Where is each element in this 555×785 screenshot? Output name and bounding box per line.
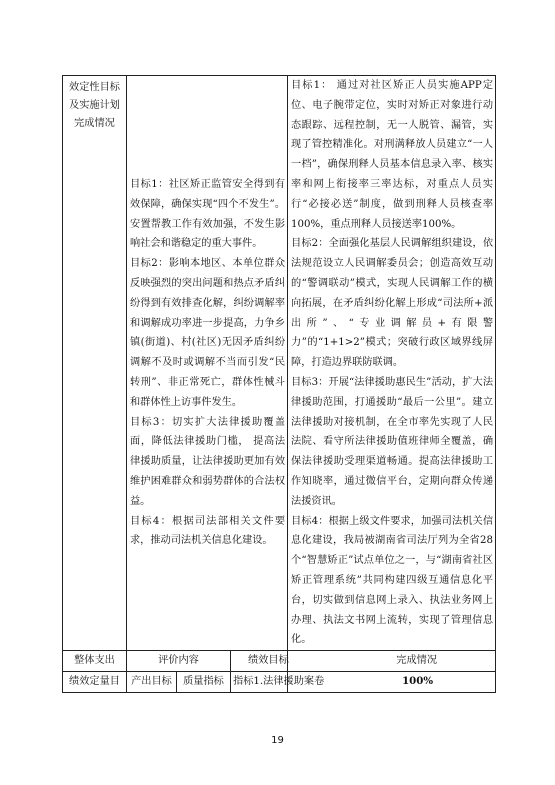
completion-1: 目标1： 通过对社区矫正人员实施APP定位、电子腕带定位，实时对矫正对象进行动态跟踪、远程控制，无一人脱管、漏管，实现了管控精准化。对刑满释放人员建立“一人一档”，确保刑释人员基本信息录入率、核实率和网上衔接率三率达标，对重点人员实行“必接必送”制度，做到刑释人员核查率100%，重点刑释人员接送率100%。: [291, 80, 494, 230]
qualitative-goals-row: [63, 76, 496, 651]
last-col2a: 产出目标: [127, 671, 177, 692]
row-label-line-2: 及实施计划: [69, 100, 120, 111]
last-col3: 指标1.法律援助案卷: [233, 675, 325, 687]
targets-cell: [127, 76, 288, 651]
last-col4: [233, 671, 496, 692]
header-row: [63, 651, 496, 672]
row-label-cell: [63, 76, 127, 651]
completion-3: 目标3：开展“法律援助惠民生”活动，扩大法律援助范围，打通援助“最后一公里”。建立法律援助对接机制，在全市率先实现了人民法院、看守所法律援助值班律师全覆盖，确保法律援助受理渠道畅通。提高法律援助工作知晓率，通过微信平台，定期向群众传递法援资讯。: [291, 376, 494, 507]
performance-table: [62, 75, 496, 693]
target-1: 目标1：社区矫正监管安全得到有效保障，确保实现“四个不发生”。安置帮教工作有效加强，不发生影响社会和谐稳定的重大事件。: [130, 178, 286, 250]
completion-2: 目标2：全面强化基层人民调解组织建设，依法规范设立人民调解委员会；创造高效互动的“警调联动”模式，实现人民调解工作的横向拓展，在矛盾纠纷化解上形成“司法所+派出所”、“专业调解员+有限警力”的“1+1>2”模式；突破行政区域界线屏障，打造边界联防联调。: [291, 238, 494, 369]
page-number: 19: [271, 735, 284, 746]
last-col4-value: 100%: [402, 674, 434, 687]
header-col2: 评价内容: [127, 651, 231, 672]
header-col3: 绩效目标: [248, 655, 289, 667]
row-label-line-3: 完成情况: [74, 118, 115, 129]
target-4: 目标4：根据司法部相关文件要求，推动司法机关信息化建设。: [130, 515, 286, 547]
last-col2b: 质量指标: [177, 671, 231, 692]
header-col4-label: 完成情况: [396, 655, 438, 667]
quantitative-row: [63, 671, 496, 692]
row-label-line-1: 效定性目标: [69, 82, 120, 93]
completion-4: 目标4：根据上级文件要求，加强司法机关信息化建设，我局被湖南省司法厅列为全省28个“智慧矫正”试点单位之一，与“湖南省社区矫正管理系统”共同构建四级互通信息化平台，切实做到信息网上录入、执法业务网上办理、执法文书网上流转，实现了管理信息化。: [291, 515, 494, 646]
target-3: 目标3：切实扩大法律援助覆盖面，降低法律援助门槛， 提高法律援助质量，让法律援助更加有效维护困难群众和弱势群体的合法权益。: [130, 416, 286, 507]
header-col1: 整体支出: [63, 651, 127, 672]
last-col1: 绩效定量目: [63, 671, 127, 692]
completion-cell: [288, 76, 496, 651]
target-2: 目标2：影响本地区、本单位群众反映强烈的突出问题和热点矛盾纠纷得到有效排查化解，纠纷调解率和调解成功率进一步提高，力争乡镇(街道)、村(社区)无因矛盾纠纷调解不及时或调解不当而引发“民转刑”、非正常死亡，群体性械斗和群体性上访事件发生。: [130, 258, 286, 408]
header-col4: [248, 651, 496, 672]
